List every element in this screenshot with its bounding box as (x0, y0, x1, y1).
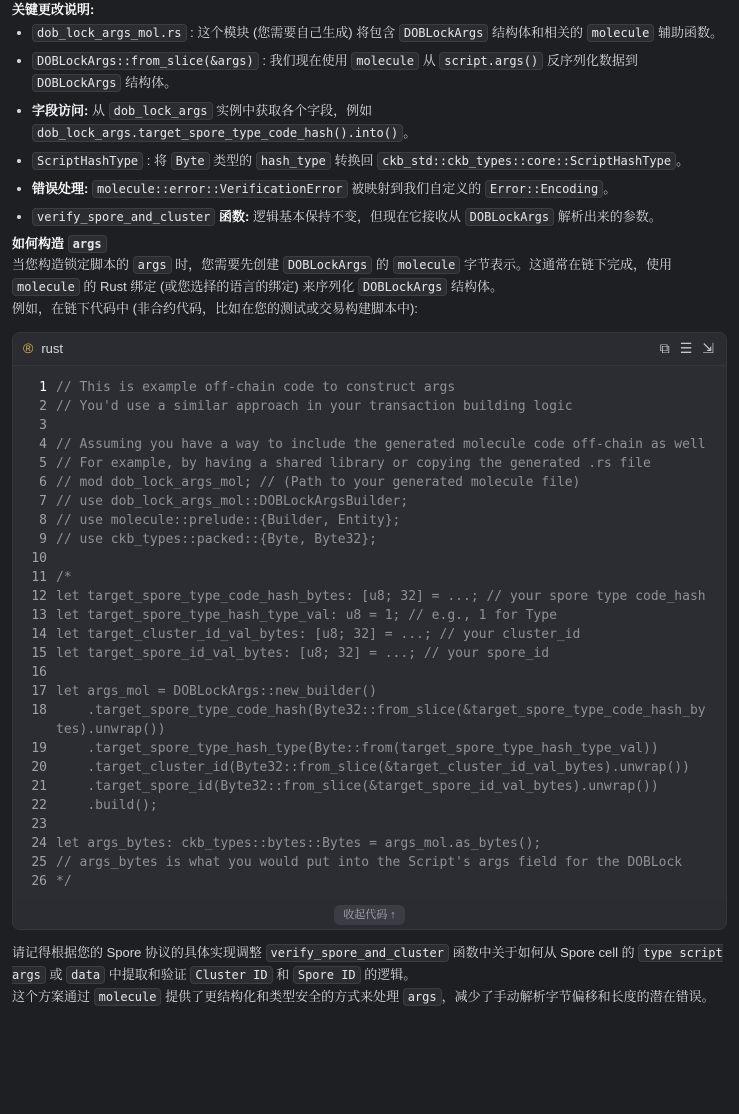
code-text: // use dob_lock_args_mol::DOBLockArgsBuilder; (56, 494, 409, 509)
inline-code: Cluster ID (190, 966, 272, 984)
code-line (13, 872, 726, 891)
inline-code: dob_lock_args_mol.rs (32, 24, 187, 42)
code-text: // Assuming you have a way to include the generated molecule code off-chain as well (56, 437, 706, 452)
inline-code: molecule (94, 988, 162, 1006)
code-text (56, 549, 726, 568)
inline-code: args (68, 235, 107, 253)
paragraph: 这个方案通过 molecule 提供了更结构化和类型安全的方式来处理 args ，减少了手动解析字节偏移和长度的潜在错误。 (12, 989, 715, 1004)
code-line (13, 834, 726, 853)
line-number: 10 (31, 551, 47, 566)
line-number: 5 (39, 456, 47, 471)
code-text (56, 663, 726, 682)
inline-code: DOBLockArgs (32, 74, 121, 92)
inline-code: DOBLockArgs::from_slice(&args) (32, 52, 259, 70)
line-number: 19 (31, 741, 47, 756)
code-text: */ (56, 874, 72, 889)
code-text (56, 416, 726, 435)
list-item: • 错误处理: molecule::error::VerificationError 被映射到我们自定义的 Error::Encoding 。 (32, 178, 727, 200)
inline-code: dob_lock_args.target_spore_type_code_hash().into() (32, 124, 403, 142)
inline-code: DOBLockArgs (399, 24, 488, 42)
line-number: 2 (39, 399, 47, 414)
code-line (13, 625, 726, 644)
code-language (23, 337, 63, 360)
inline-code: ScriptHashType (32, 152, 143, 170)
list-item: • 字段访问: 从 dob_lock_args 实例中获取各个字段，例如 dob_lock_args.target_spore_type_code_hash().into() 。 (32, 100, 727, 144)
line-number: 22 (31, 798, 47, 813)
code-line (13, 549, 726, 568)
code-language-label: rust (41, 341, 63, 357)
paragraph: 请记得根据您的 Spore 协议的具体实现调整 verify_spore_and_cluster 函数中关于如何从 Spore cell 的 type script args 或 data 中提取和验证 Cluster ID 和 Spore ID 的逻辑。 (12, 945, 723, 982)
code-text: /* (56, 570, 72, 585)
copy-icon[interactable]: ⧉ (659, 340, 670, 357)
code-line (13, 777, 726, 796)
code-line (13, 454, 726, 473)
code-text: .build(); (56, 798, 158, 813)
line-number: 9 (39, 532, 47, 547)
line-number: 14 (31, 627, 47, 642)
code-line (13, 511, 726, 530)
inline-code: verify_spore_and_cluster (266, 944, 449, 962)
inline-code: DOBLockArgs (465, 208, 554, 226)
inline-code: hash_type (256, 152, 331, 170)
line-number: 3 (39, 418, 47, 433)
export-icon[interactable]: ⇲ (702, 340, 714, 357)
code-line (13, 587, 726, 606)
inline-code: molecule (12, 278, 80, 296)
inline-code: molecule (587, 24, 655, 42)
bold-label: 函数: (219, 209, 250, 224)
inline-code: type script args (12, 946, 723, 982)
line-number: 24 (31, 836, 47, 851)
code-text: // For example, by having a shared library or copying the generated .rs file (56, 456, 651, 471)
line-number: 12 (31, 589, 47, 604)
paragraph: 当您构造锁定脚本的 args 时，您需要先创建 DOBLockArgs 的 molecule 字节表示。这通常在链下完成，使用 molecule 的 Rust 绑定 (或您选择的语言的绑定) 来序列化 DOBLockArgs 结构体。 (12, 257, 672, 294)
code-line (13, 815, 726, 834)
code-line (13, 397, 726, 416)
code-line (13, 435, 726, 454)
collapse-code-button[interactable]: 收起代码 ↑ (334, 905, 405, 925)
code-text: // mod dob_lock_args_mol; // (Path to your generated molecule file) (56, 475, 581, 490)
changes-heading: 关键更改说明: (12, 2, 95, 17)
line-number: 6 (39, 475, 47, 490)
list-item: • ScriptHashType : 将 Byte 类型的 hash_type 转换回 ckb_std::ckb_types::core::ScriptHashType 。 (32, 150, 727, 172)
code-text: // This is example off-chain code to construct args (56, 380, 456, 395)
code-text: let target_spore_id_val_bytes: [u8; 32] = ...; // your spore_id (56, 646, 550, 661)
changes-list (12, 22, 727, 228)
code-line (13, 492, 726, 511)
code-line (13, 644, 726, 663)
line-number: 21 (31, 779, 47, 794)
inline-code: molecule (393, 256, 461, 274)
code-line (13, 378, 726, 397)
inline-code: ckb_std::ckb_types::core::ScriptHashType (377, 152, 676, 170)
line-number: 13 (31, 608, 47, 623)
code-block (12, 332, 727, 930)
code-line (13, 682, 726, 701)
line-number: 16 (31, 665, 47, 680)
list-item: • dob_lock_args_mol.rs : 这个模块 (您需要自己生成) 将包含 DOBLockArgs 结构体和相关的 molecule 辅助函数。 (32, 22, 727, 44)
code-line (13, 853, 726, 872)
code-line (13, 701, 726, 739)
inline-code: args (133, 256, 172, 274)
code-text: let target_spore_type_hash_type_val: u8 = 1; // e.g., 1 for Type (56, 608, 557, 623)
inline-code: args (403, 988, 442, 1006)
line-number: 18 (31, 703, 47, 718)
bold-label: 字段访问: (32, 103, 89, 118)
code-body[interactable] (13, 366, 726, 899)
code-line (13, 416, 726, 435)
list-item: • verify_spore_and_cluster 函数: 逻辑基本保持不变，但现在它接收从 DOBLockArgs 解析出来的参数。 (32, 206, 727, 228)
code-line (13, 758, 726, 777)
code-text: .target_cluster_id(Byte32::from_slice(&target_cluster_id_val_bytes).unwrap()) (56, 760, 690, 775)
code-text: .target_spore_type_hash_type(Byte::from(target_spore_type_hash_type_val)) (56, 741, 659, 756)
code-text: let target_cluster_id_val_bytes: [u8; 32] = ...; // your cluster_id (56, 627, 581, 642)
inline-code: molecule::error::VerificationError (92, 180, 348, 198)
inline-code: Spore ID (293, 966, 361, 984)
code-line (13, 796, 726, 815)
code-text: // args_bytes is what you would put into the Script's args field for the DOBLock (56, 855, 683, 870)
inline-code: DOBLockArgs (358, 278, 447, 296)
line-number: 20 (31, 760, 47, 775)
list-item: • DOBLockArgs::from_slice(&args) : 我们现在使用 molecule 从 script.args() 反序列化数据到 DOBLockArgs 结构体。 (32, 50, 727, 94)
line-number: 23 (31, 817, 47, 832)
inline-code: verify_spore_and_cluster (32, 208, 215, 226)
inline-code: dob_lock_args (109, 102, 213, 120)
code-text: // use ckb_types::packed::{Byte, Byte32}; (56, 532, 377, 547)
paragraph: 例如，在链下代码中 (非合约代码，比如在您的测试或交易构建脚本中): (12, 301, 418, 316)
inline-code: DOBLockArgs (283, 256, 372, 274)
how-to-heading: 如何构造 args (12, 234, 727, 254)
line-number: 15 (31, 646, 47, 661)
inline-code: script.args() (439, 52, 543, 70)
code-text: .target_spore_type_code_hash(Byte32::from_slice(&target_spore_type_code_hash_bytes).unwrap()) (56, 703, 706, 737)
inline-code: Error::Encoding (485, 180, 603, 198)
code-line (13, 606, 726, 625)
line-number: 26 (31, 874, 47, 889)
inline-code: molecule (351, 52, 419, 70)
code-line (13, 663, 726, 682)
code-text: // You'd use a similar approach in your transaction building logic (56, 399, 573, 414)
line-number: 7 (39, 494, 47, 509)
code-line (13, 530, 726, 549)
rust-icon: ® (23, 340, 34, 357)
inline-code: data (66, 966, 105, 984)
code-text (56, 815, 726, 834)
line-number: 8 (39, 513, 47, 528)
code-text: let args_mol = DOBLockArgs::new_builder() (56, 684, 377, 699)
code-text: let args_bytes: ckb_types::bytes::Bytes = args_mol.as_bytes(); (56, 836, 542, 851)
line-number: 17 (31, 684, 47, 699)
code-text: .target_spore_id(Byte32::from_slice(&target_spore_id_val_bytes).unwrap()) (56, 779, 659, 794)
code-block-header (13, 333, 726, 366)
bold-label: 错误处理: (32, 181, 89, 196)
code-text: let target_spore_type_code_hash_bytes: [u8; 32] = ...; // your spore type code_hash (56, 589, 706, 604)
code-text: // use molecule::prelude::{Builder, Entity}; (56, 513, 401, 528)
line-number: 25 (31, 855, 47, 870)
line-number: 11 (31, 570, 47, 585)
code-actions (660, 337, 714, 360)
inline-code: Byte (171, 152, 210, 170)
line-number: 4 (39, 437, 47, 452)
code-line (13, 473, 726, 492)
wrap-icon[interactable]: ☰ (679, 340, 693, 357)
code-line (13, 739, 726, 758)
line-number: 1 (39, 380, 47, 395)
code-line (13, 568, 726, 587)
